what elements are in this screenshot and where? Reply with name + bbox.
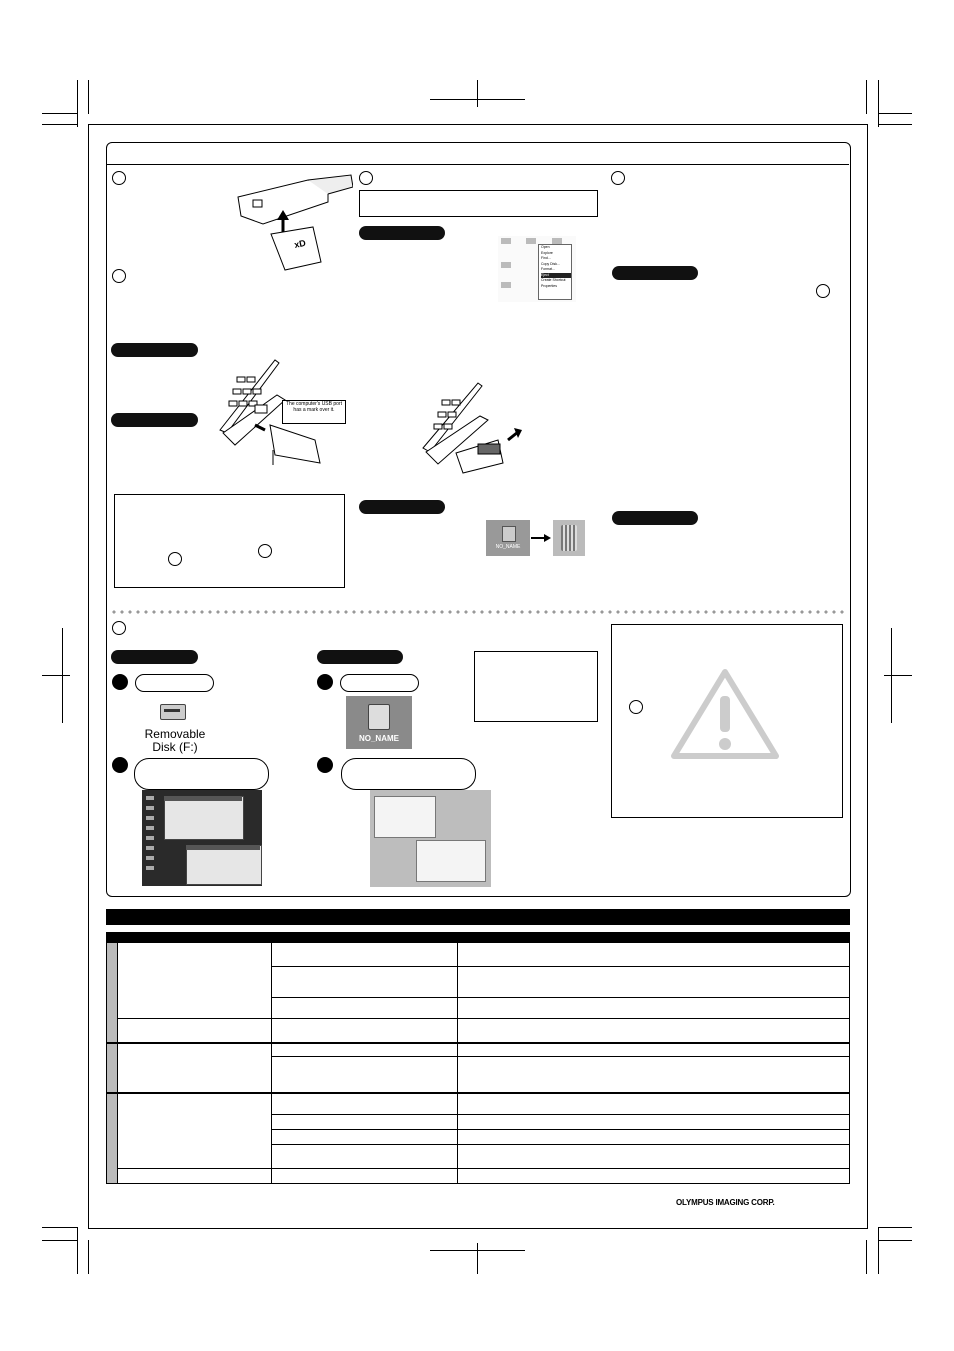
troubleshooting-table bbox=[106, 932, 850, 1184]
brand-logo: OLYMPUS IMAGING CORP. bbox=[676, 1198, 775, 1207]
panel-header-divider bbox=[106, 164, 849, 165]
windows-desktop-screenshot bbox=[142, 790, 262, 886]
mac-desktop-screenshot bbox=[370, 790, 491, 887]
label-pill-5 bbox=[612, 266, 698, 280]
context-menu-screenshot bbox=[498, 236, 576, 302]
label-pill-1 bbox=[111, 343, 198, 357]
menu-item-properties[interactable]: Properties bbox=[541, 283, 557, 288]
removable-disk-label bbox=[140, 728, 210, 754]
trash-icon bbox=[553, 520, 585, 556]
mac-disk-label: NO_NAME bbox=[358, 734, 399, 743]
note-box-mac bbox=[474, 651, 598, 722]
removable-disk-line2: Disk (F:) bbox=[152, 740, 198, 754]
table-row bbox=[107, 1019, 850, 1043]
usb-note-callout bbox=[282, 400, 346, 424]
label-pill-6 bbox=[612, 511, 698, 525]
mac-disk-label-small: NO_NAME bbox=[495, 544, 521, 550]
note-ref-circle-1 bbox=[258, 544, 272, 558]
warning-icon bbox=[670, 668, 780, 760]
table-row bbox=[107, 1169, 850, 1184]
troubleshooting-title-bar bbox=[106, 909, 850, 925]
step-c-circle bbox=[359, 171, 373, 185]
speech-bubble-2-mac bbox=[341, 758, 476, 790]
svg-text:xD: xD bbox=[293, 237, 307, 250]
speech-bubble-1-windows bbox=[135, 674, 214, 692]
step-a-circle bbox=[112, 171, 126, 185]
warning-ref-circle bbox=[629, 700, 643, 714]
usb-note-text: The computer's USB port has a mark over it. bbox=[286, 401, 342, 413]
mac-disk-icon bbox=[346, 696, 412, 749]
table-row bbox=[107, 1093, 850, 1115]
removable-disk-icon bbox=[158, 700, 186, 720]
note-box-top bbox=[359, 190, 598, 217]
menu-item-find[interactable]: Find... bbox=[541, 256, 551, 260]
menu-item-open[interactable]: Open bbox=[541, 245, 550, 249]
label-pill-windows bbox=[111, 650, 198, 664]
arrow-right-icon bbox=[530, 533, 552, 543]
menu-item-eject[interactable]: Eject bbox=[541, 273, 571, 279]
step-1-badge-windows bbox=[112, 674, 128, 690]
step-b-circle bbox=[112, 269, 126, 283]
menu-item-create-shortcut[interactable]: Create Shortcut bbox=[541, 278, 566, 282]
note-box-left bbox=[114, 494, 345, 588]
laptop-remove-illustration bbox=[418, 378, 528, 478]
menu-item-explore[interactable]: Explore bbox=[541, 250, 553, 255]
step-1-badge-mac bbox=[317, 674, 333, 690]
menu-item-copy-disk[interactable]: Copy Disk... bbox=[541, 261, 560, 266]
card-reader-illustration bbox=[233, 172, 353, 272]
step-e-circle bbox=[112, 621, 126, 635]
label-pill-4 bbox=[359, 500, 445, 514]
table-row bbox=[107, 1043, 850, 1057]
removable-disk-line1: Removable bbox=[144, 727, 206, 741]
label-pill-3 bbox=[359, 226, 445, 240]
table-row bbox=[107, 943, 850, 967]
table-header bbox=[107, 933, 850, 943]
ref-circle bbox=[816, 284, 830, 298]
menu-item-format[interactable]: Format... bbox=[541, 267, 556, 271]
step-2-badge-mac bbox=[317, 757, 333, 773]
speech-bubble-1-mac bbox=[340, 674, 419, 692]
note-ref-circle-2 bbox=[168, 552, 182, 566]
label-pill-mac bbox=[317, 650, 403, 664]
step-2-badge-windows bbox=[112, 757, 128, 773]
mac-disk-icon-small bbox=[486, 520, 530, 556]
dotted-divider bbox=[110, 610, 844, 614]
step-d-circle bbox=[611, 171, 625, 185]
label-pill-2 bbox=[111, 413, 198, 427]
speech-bubble-2-windows bbox=[134, 758, 269, 790]
